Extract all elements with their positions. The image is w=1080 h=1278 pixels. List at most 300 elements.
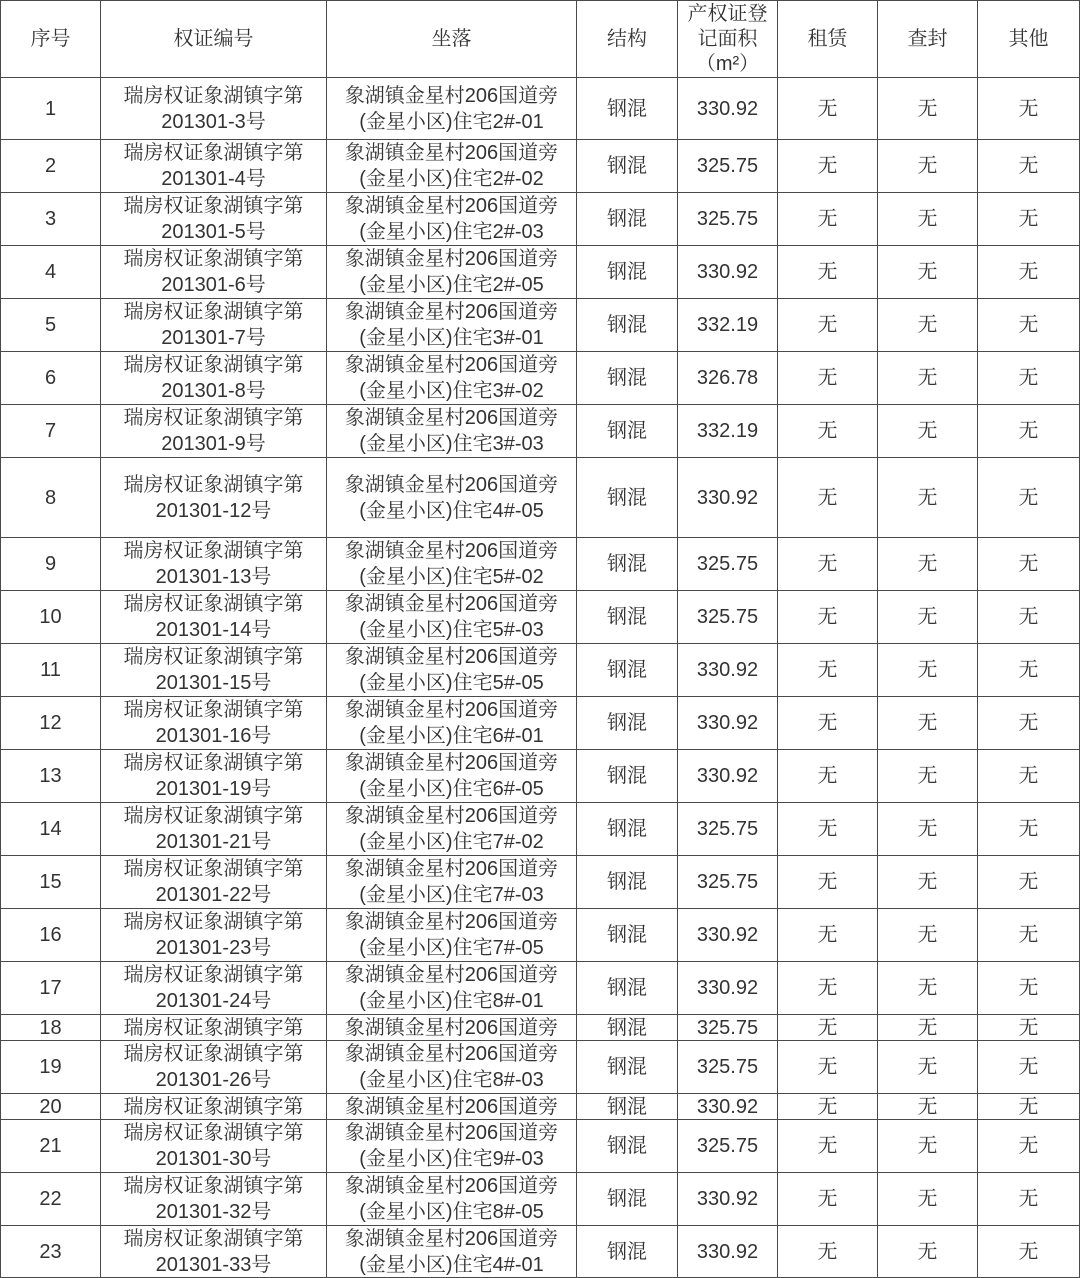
cert-number-cell — [101, 697, 327, 750]
area-text: 325.75 — [696, 155, 759, 177]
row-number-cell — [0, 1015, 101, 1041]
lease-status-cell — [778, 1015, 878, 1041]
area-text: 330.92 — [696, 97, 759, 120]
location-text: 象湖镇金星村206国道旁 — [344, 301, 559, 323]
seizure-status-text: 无 — [917, 314, 938, 336]
seizure-status-text: 无 — [917, 765, 938, 787]
cert-number-cell — [101, 458, 327, 538]
cert-number-text: 瑞房权证象湖镇字第 — [123, 301, 304, 323]
table-row — [0, 1120, 1080, 1173]
location-text: (金星小区)住宅2#-01 — [359, 110, 544, 133]
location-text: 象湖镇金星村206国道旁 — [344, 407, 559, 429]
row-number-text: 7 — [44, 420, 57, 442]
row-number-cell — [0, 803, 101, 856]
area-cell — [678, 299, 778, 352]
area-cell — [678, 193, 778, 246]
table-row — [0, 1094, 1080, 1120]
lease-status-text: 无 — [817, 486, 838, 509]
other-status-text: 无 — [1018, 659, 1039, 681]
cert-number-cell — [101, 1094, 327, 1120]
lease-status-text: 无 — [817, 659, 838, 681]
cert-number-text: 瑞房权证象湖镇字第 — [123, 1175, 304, 1197]
other-status-cell — [978, 856, 1080, 909]
structure-cell — [577, 803, 678, 856]
row-number-text: 16 — [39, 924, 62, 946]
other-status-cell — [978, 1173, 1080, 1226]
cert-number-text: 瑞房权证象湖镇字第 — [123, 1043, 304, 1065]
table-row — [0, 750, 1080, 803]
other-status-cell — [978, 193, 1080, 246]
table-row — [0, 1041, 1080, 1094]
cert-number-text: 瑞房权证象湖镇字第 — [123, 964, 304, 986]
structure-text: 钢混 — [607, 977, 647, 999]
seizure-status-cell — [878, 803, 978, 856]
cert-number-text: 201301-5号 — [161, 221, 266, 243]
seizure-status-text: 无 — [917, 553, 938, 575]
cert-number-cell — [101, 1226, 327, 1278]
structure-cell — [577, 405, 678, 458]
location-cell — [327, 538, 577, 591]
other-status-cell — [978, 299, 1080, 352]
structure-cell — [577, 538, 678, 591]
structure-text: 钢混 — [607, 1056, 647, 1078]
structure-cell — [577, 1015, 678, 1041]
cert-number-cell — [101, 405, 327, 458]
seizure-status-text: 无 — [917, 420, 938, 442]
location-text: (金星小区)住宅5#-03 — [359, 619, 544, 641]
cert-number-text: 201301-12号 — [155, 499, 272, 522]
location-text: (金星小区)住宅9#-03 — [359, 1148, 544, 1170]
area-text: 330.92 — [696, 486, 759, 509]
area-cell — [678, 962, 778, 1015]
header-row-number — [0, 0, 101, 78]
row-number-text: 19 — [39, 1056, 62, 1078]
area-cell — [678, 856, 778, 909]
table-row — [0, 352, 1080, 405]
area-text: 330.92 — [696, 765, 759, 787]
cert-number-text: 瑞房权证象湖镇字第 — [123, 858, 304, 880]
table-row — [0, 405, 1080, 458]
lease-status-cell — [778, 644, 878, 697]
location-text: (金星小区)住宅3#-01 — [359, 327, 544, 349]
lease-status-text: 无 — [817, 871, 838, 893]
other-status-cell — [978, 1015, 1080, 1041]
structure-cell — [577, 1120, 678, 1173]
cert-number-text: 201301-4号 — [161, 168, 266, 190]
location-text: 象湖镇金星村206国道旁 — [344, 473, 559, 496]
location-text: 象湖镇金星村206国道旁 — [344, 805, 559, 827]
structure-text: 钢混 — [607, 1188, 647, 1210]
area-cell — [678, 644, 778, 697]
seizure-status-text: 无 — [917, 1188, 938, 1210]
table-row — [0, 78, 1080, 140]
other-status-cell — [978, 140, 1080, 193]
table-header-row — [0, 0, 1080, 78]
seizure-status-text: 无 — [917, 97, 938, 120]
other-status-text: 无 — [1018, 261, 1039, 283]
cert-number-text: 201301-26号 — [155, 1069, 272, 1091]
area-text: 325.75 — [696, 871, 759, 893]
structure-text: 钢混 — [607, 261, 647, 283]
seizure-status-cell — [878, 750, 978, 803]
other-status-text: 无 — [1018, 1016, 1039, 1039]
seizure-status-cell — [878, 1226, 978, 1278]
cert-number-cell — [101, 1173, 327, 1226]
area-cell — [678, 1094, 778, 1120]
lease-status-text: 无 — [817, 155, 838, 177]
location-text: (金星小区)住宅4#-01 — [359, 1253, 544, 1276]
other-status-text: 无 — [1018, 606, 1039, 628]
row-number-text: 21 — [39, 1135, 62, 1157]
other-status-cell — [978, 1041, 1080, 1094]
other-status-cell — [978, 591, 1080, 644]
lease-status-cell — [778, 750, 878, 803]
location-text: 象湖镇金星村206国道旁 — [344, 248, 559, 270]
other-status-cell — [978, 803, 1080, 856]
location-cell — [327, 644, 577, 697]
table-row — [0, 644, 1080, 697]
cert-number-text: 瑞房权证象湖镇字第 — [123, 1122, 304, 1144]
cert-number-cell — [101, 352, 327, 405]
row-number-text: 9 — [44, 553, 57, 575]
seizure-status-text: 无 — [917, 712, 938, 734]
location-text: 象湖镇金星村206国道旁 — [344, 1227, 559, 1250]
cert-number-text: 201301-22号 — [155, 884, 272, 906]
location-text: 象湖镇金星村206国道旁 — [344, 964, 559, 986]
other-status-text: 无 — [1018, 1135, 1039, 1157]
header-location — [327, 0, 577, 78]
other-status-text: 无 — [1018, 1095, 1039, 1118]
structure-text: 钢混 — [607, 314, 647, 336]
area-text: 332.19 — [696, 314, 759, 336]
area-text: 330.92 — [696, 924, 759, 946]
location-text: 象湖镇金星村206国道旁 — [344, 195, 559, 217]
seizure-status-cell — [878, 458, 978, 538]
structure-cell — [577, 644, 678, 697]
lease-status-text: 无 — [817, 712, 838, 734]
lease-status-text: 无 — [817, 1056, 838, 1078]
location-cell — [327, 856, 577, 909]
area-cell — [678, 1015, 778, 1041]
cert-number-text: 瑞房权证象湖镇字第 — [123, 1016, 304, 1039]
structure-text: 钢混 — [607, 553, 647, 575]
lease-status-cell — [778, 458, 878, 538]
location-text: (金星小区)住宅2#-02 — [359, 168, 544, 190]
cert-number-cell — [101, 140, 327, 193]
cert-number-cell — [101, 803, 327, 856]
seizure-status-cell — [878, 405, 978, 458]
structure-text: 钢混 — [607, 1135, 647, 1157]
location-text: 象湖镇金星村206国道旁 — [344, 1016, 559, 1039]
other-status-text: 无 — [1018, 1056, 1039, 1078]
area-text: 330.92 — [696, 1095, 759, 1118]
lease-status-cell — [778, 1226, 878, 1278]
table-row — [0, 909, 1080, 962]
cert-number-cell — [101, 299, 327, 352]
structure-text: 钢混 — [607, 486, 647, 509]
row-number-text: 18 — [39, 1016, 62, 1039]
header-structure-text: 结构 — [607, 27, 647, 50]
cert-number-text: 201301-32号 — [155, 1201, 272, 1223]
structure-text: 钢混 — [607, 712, 647, 734]
location-text: (金星小区)住宅3#-03 — [359, 433, 544, 455]
structure-text: 钢混 — [607, 97, 647, 120]
seizure-status-text: 无 — [917, 261, 938, 283]
structure-text: 钢混 — [607, 1095, 647, 1118]
table-row — [0, 591, 1080, 644]
structure-cell — [577, 78, 678, 140]
area-text: 325.75 — [696, 1016, 759, 1039]
row-number-text: 12 — [39, 712, 62, 734]
seizure-status-text: 无 — [917, 977, 938, 999]
structure-cell — [577, 1226, 678, 1278]
structure-cell — [577, 299, 678, 352]
lease-status-text: 无 — [817, 1016, 838, 1039]
cert-number-text: 201301-23号 — [155, 937, 272, 959]
other-status-cell — [978, 78, 1080, 140]
location-text: (金星小区)住宅6#-01 — [359, 725, 544, 747]
cert-number-cell — [101, 538, 327, 591]
area-cell — [678, 78, 778, 140]
cert-number-text: 瑞房权证象湖镇字第 — [123, 248, 304, 270]
lease-status-cell — [778, 1094, 878, 1120]
other-status-cell — [978, 405, 1080, 458]
location-cell — [327, 193, 577, 246]
structure-text: 钢混 — [607, 659, 647, 681]
other-status-cell — [978, 1094, 1080, 1120]
location-cell — [327, 78, 577, 140]
other-status-cell — [978, 352, 1080, 405]
header-other-status — [978, 0, 1080, 78]
header-area-text: （m²） — [695, 52, 760, 75]
cert-number-cell — [101, 644, 327, 697]
seizure-status-cell — [878, 591, 978, 644]
cert-number-text: 201301-9号 — [161, 433, 266, 455]
location-cell — [327, 1173, 577, 1226]
lease-status-text: 无 — [817, 977, 838, 999]
other-status-text: 无 — [1018, 765, 1039, 787]
row-number-cell — [0, 352, 101, 405]
area-text: 325.75 — [696, 1056, 759, 1078]
other-status-text: 无 — [1018, 367, 1039, 389]
location-cell — [327, 1015, 577, 1041]
area-text: 326.78 — [696, 367, 759, 389]
seizure-status-text: 无 — [917, 1056, 938, 1078]
lease-status-cell — [778, 352, 878, 405]
row-number-cell — [0, 962, 101, 1015]
seizure-status-text: 无 — [917, 367, 938, 389]
area-cell — [678, 697, 778, 750]
area-cell — [678, 140, 778, 193]
location-text: (金星小区)住宅3#-02 — [359, 380, 544, 402]
location-text: 象湖镇金星村206国道旁 — [344, 84, 559, 107]
seizure-status-text: 无 — [917, 1135, 938, 1157]
cert-number-text: 201301-15号 — [155, 672, 272, 694]
location-text: (金星小区)住宅7#-02 — [359, 831, 544, 853]
lease-status-cell — [778, 591, 878, 644]
cert-number-text: 瑞房权证象湖镇字第 — [123, 1227, 304, 1250]
lease-status-text: 无 — [817, 553, 838, 575]
seizure-status-text: 无 — [917, 1240, 938, 1263]
seizure-status-cell — [878, 697, 978, 750]
cert-number-text: 瑞房权证象湖镇字第 — [123, 593, 304, 615]
row-number-text: 20 — [39, 1095, 62, 1118]
structure-cell — [577, 856, 678, 909]
row-number-cell — [0, 458, 101, 538]
other-status-text: 无 — [1018, 208, 1039, 230]
cert-number-text: 瑞房权证象湖镇字第 — [123, 540, 304, 562]
seizure-status-cell — [878, 352, 978, 405]
lease-status-cell — [778, 140, 878, 193]
location-text: 象湖镇金星村206国道旁 — [344, 1095, 559, 1118]
row-number-cell — [0, 644, 101, 697]
other-status-cell — [978, 1226, 1080, 1278]
location-text: 象湖镇金星村206国道旁 — [344, 911, 559, 933]
area-cell — [678, 405, 778, 458]
row-number-cell — [0, 193, 101, 246]
structure-text: 钢混 — [607, 208, 647, 230]
cert-number-text: 201301-24号 — [155, 990, 272, 1012]
area-text: 325.75 — [696, 818, 759, 840]
lease-status-cell — [778, 962, 878, 1015]
lease-status-cell — [778, 538, 878, 591]
area-text: 330.92 — [696, 1188, 759, 1210]
lease-status-cell — [778, 803, 878, 856]
location-text: (金星小区)住宅7#-03 — [359, 884, 544, 906]
row-number-cell — [0, 1226, 101, 1278]
table-row — [0, 140, 1080, 193]
structure-cell — [577, 909, 678, 962]
seizure-status-cell — [878, 78, 978, 140]
table-row — [0, 246, 1080, 299]
location-cell — [327, 750, 577, 803]
other-status-cell — [978, 962, 1080, 1015]
structure-cell — [577, 140, 678, 193]
other-status-cell — [978, 538, 1080, 591]
row-number-cell — [0, 405, 101, 458]
other-status-cell — [978, 750, 1080, 803]
table-row — [0, 962, 1080, 1015]
area-cell — [678, 803, 778, 856]
cert-number-cell — [101, 1120, 327, 1173]
cert-number-cell — [101, 962, 327, 1015]
lease-status-text: 无 — [817, 261, 838, 283]
header-lease-status-text: 租赁 — [807, 27, 848, 50]
area-cell — [678, 591, 778, 644]
location-text: 象湖镇金星村206国道旁 — [344, 142, 559, 164]
other-status-text: 无 — [1018, 553, 1039, 575]
area-text: 325.75 — [696, 208, 759, 230]
other-status-text: 无 — [1018, 314, 1039, 336]
row-number-text: 10 — [39, 606, 62, 628]
area-cell — [678, 1173, 778, 1226]
location-text: 象湖镇金星村206国道旁 — [344, 540, 559, 562]
table-row — [0, 803, 1080, 856]
structure-cell — [577, 962, 678, 1015]
location-text: 象湖镇金星村206国道旁 — [344, 858, 559, 880]
location-text: 象湖镇金星村206国道旁 — [344, 1043, 559, 1065]
seizure-status-cell — [878, 1173, 978, 1226]
structure-cell — [577, 193, 678, 246]
row-number-text: 15 — [39, 871, 62, 893]
location-cell — [327, 909, 577, 962]
header-lease-status — [778, 0, 878, 78]
area-text: 325.75 — [696, 553, 759, 575]
location-text: (金星小区)住宅6#-05 — [359, 778, 544, 800]
seizure-status-text: 无 — [917, 155, 938, 177]
structure-text: 钢混 — [607, 1016, 647, 1039]
cert-number-text: 201301-6号 — [161, 274, 266, 296]
cert-number-text: 瑞房权证象湖镇字第 — [123, 354, 304, 376]
seizure-status-text: 无 — [917, 208, 938, 230]
location-text: (金星小区)住宅2#-05 — [359, 274, 544, 296]
row-number-cell — [0, 538, 101, 591]
location-text: (金星小区)住宅8#-05 — [359, 1201, 544, 1223]
location-text: (金星小区)住宅8#-03 — [359, 1069, 544, 1091]
lease-status-cell — [778, 405, 878, 458]
cert-number-text: 201301-14号 — [155, 619, 272, 641]
area-text: 330.92 — [696, 712, 759, 734]
structure-cell — [577, 1173, 678, 1226]
row-number-text: 2 — [44, 155, 57, 177]
cert-number-cell — [101, 591, 327, 644]
header-seizure-status-text: 查封 — [907, 27, 948, 50]
lease-status-text: 无 — [817, 314, 838, 336]
location-cell — [327, 352, 577, 405]
area-cell — [678, 538, 778, 591]
location-cell — [327, 962, 577, 1015]
table-row — [0, 697, 1080, 750]
lease-status-cell — [778, 697, 878, 750]
other-status-text: 无 — [1018, 155, 1039, 177]
row-number-cell — [0, 591, 101, 644]
location-text: (金星小区)住宅2#-03 — [359, 221, 544, 243]
seizure-status-text: 无 — [917, 818, 938, 840]
cert-number-text: 201301-7号 — [161, 327, 266, 349]
area-cell — [678, 458, 778, 538]
header-area-text: 产权证登 — [687, 2, 768, 25]
cert-number-cell — [101, 1015, 327, 1041]
lease-status-text: 无 — [817, 1188, 838, 1210]
lease-status-text: 无 — [817, 1135, 838, 1157]
seizure-status-cell — [878, 193, 978, 246]
lease-status-text: 无 — [817, 818, 838, 840]
table-row — [0, 1226, 1080, 1278]
seizure-status-text: 无 — [917, 924, 938, 946]
area-text: 332.19 — [696, 420, 759, 442]
location-text: 象湖镇金星村206国道旁 — [344, 593, 559, 615]
structure-cell — [577, 246, 678, 299]
area-cell — [678, 1226, 778, 1278]
seizure-status-cell — [878, 1120, 978, 1173]
structure-cell — [577, 1041, 678, 1094]
structure-cell — [577, 1094, 678, 1120]
seizure-status-cell — [878, 1094, 978, 1120]
header-structure — [577, 0, 678, 78]
cert-number-text: 201301-16号 — [155, 725, 272, 747]
lease-status-text: 无 — [817, 1095, 838, 1118]
cert-number-text: 201301-19号 — [155, 778, 272, 800]
area-cell — [678, 750, 778, 803]
cert-number-cell — [101, 909, 327, 962]
table-row — [0, 856, 1080, 909]
lease-status-cell — [778, 1120, 878, 1173]
area-cell — [678, 909, 778, 962]
header-location-text: 坐落 — [431, 27, 472, 50]
row-number-text: 22 — [39, 1188, 62, 1210]
area-cell — [678, 352, 778, 405]
location-text: (金星小区)住宅4#-05 — [359, 499, 544, 522]
